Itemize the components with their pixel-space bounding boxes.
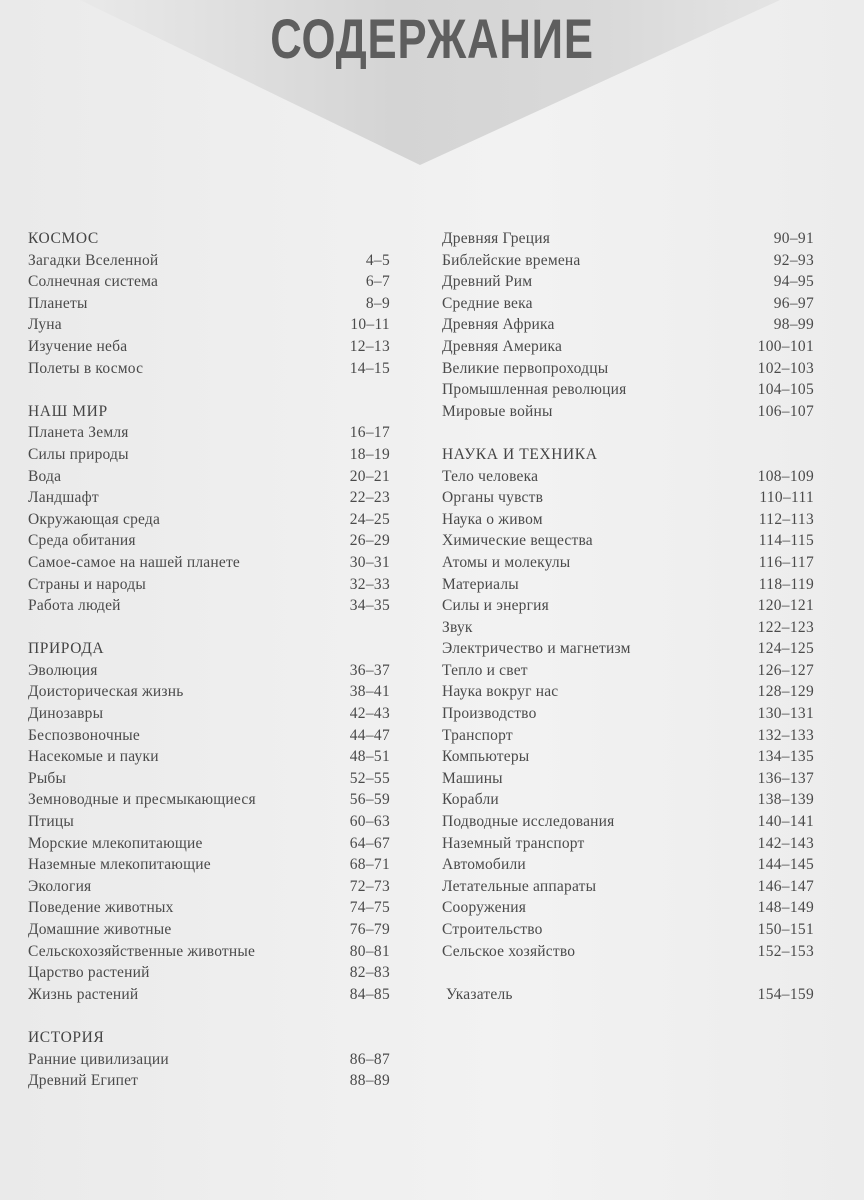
toc-entry bbox=[442, 811, 814, 833]
toc-entry-title: Солнечная система bbox=[28, 273, 159, 291]
toc-entry-title: Звук bbox=[442, 618, 473, 636]
toc-entry bbox=[442, 854, 814, 876]
toc-entry bbox=[28, 552, 390, 574]
toc-entry-title: Древний Рим bbox=[442, 273, 533, 291]
toc-entry-pages: 72–73 bbox=[349, 877, 390, 895]
toc-entry bbox=[28, 919, 390, 941]
toc-entry-pages: 14–15 bbox=[349, 359, 390, 377]
toc-entry-title: Ландшафт bbox=[28, 489, 99, 507]
toc-entry bbox=[28, 725, 390, 747]
toc-entry bbox=[442, 530, 814, 552]
toc-entry bbox=[28, 293, 390, 315]
toc-entry-pages: 144–145 bbox=[757, 856, 814, 874]
toc-entry-pages: 142–143 bbox=[757, 834, 814, 852]
toc-entry bbox=[442, 703, 814, 725]
toc-entry-pages: 24–25 bbox=[349, 510, 390, 528]
toc-entry-title: Изучение неба bbox=[28, 337, 128, 355]
section-spacer bbox=[442, 422, 814, 444]
toc-entry-title: Средние века bbox=[442, 294, 533, 312]
toc-entry-title: Силы и энергия bbox=[442, 597, 549, 615]
toc-entry-title: Библейские времена bbox=[442, 251, 581, 269]
toc-entry-pages: 152–153 bbox=[757, 942, 814, 960]
toc-entry bbox=[442, 725, 814, 747]
toc-entry-title: Летательные аппараты bbox=[442, 877, 597, 895]
toc-entry bbox=[28, 962, 390, 984]
toc-entry bbox=[28, 358, 390, 380]
toc-entry-title: Царство растений bbox=[28, 964, 150, 982]
toc-entry-pages: 150–151 bbox=[757, 921, 814, 938]
section-spacer bbox=[28, 617, 390, 639]
toc-entry-pages: 64–67 bbox=[349, 834, 390, 852]
toc-entry-title: Сооружения bbox=[442, 899, 527, 917]
toc-entry bbox=[442, 293, 814, 315]
toc-entry-title: Экология bbox=[28, 877, 92, 895]
toc-entry-pages: 124–125 bbox=[757, 640, 814, 658]
toc-entry-title: Динозавры bbox=[28, 705, 104, 723]
toc-entry-title: Птицы bbox=[28, 813, 74, 831]
toc-entry-pages: 42–43 bbox=[349, 705, 390, 723]
toc-entry bbox=[442, 574, 814, 596]
toc-entry bbox=[28, 314, 390, 336]
toc-entry bbox=[28, 660, 390, 682]
section-heading: КОСМОС bbox=[28, 230, 99, 247]
toc-entry-title: Наземный транспорт bbox=[442, 834, 585, 852]
toc-entry-pages: 74–75 bbox=[349, 899, 390, 917]
toc-entry-title: Наука о живом bbox=[442, 510, 543, 528]
toc-entry bbox=[442, 660, 814, 682]
toc-entry-pages: 102–103 bbox=[757, 359, 814, 377]
page-title: СОДЕРЖАНИЕ bbox=[270, 7, 594, 70]
toc-entry-pages: 120–121 bbox=[757, 597, 814, 615]
toc-entry bbox=[442, 789, 814, 811]
toc-entry bbox=[28, 854, 390, 876]
toc-entry-title: Луна bbox=[28, 316, 62, 334]
section-heading: НАШ МИР bbox=[28, 402, 108, 420]
toc-entry bbox=[442, 466, 814, 488]
toc-entry-pages: 18–19 bbox=[349, 445, 390, 463]
toc-entry-title: Эволюция bbox=[28, 661, 98, 679]
toc-entry-title: Промышленная революция bbox=[442, 381, 627, 399]
toc-entry-title: Древняя Африка bbox=[442, 316, 555, 334]
section-spacer bbox=[28, 379, 390, 401]
toc-entry bbox=[28, 487, 390, 509]
toc-entry bbox=[442, 552, 814, 574]
toc-entry-pages: 112–113 bbox=[758, 510, 814, 528]
toc-entry bbox=[28, 768, 390, 790]
toc-right-column bbox=[442, 228, 814, 1005]
toc-entry-title: Силы природы bbox=[28, 445, 129, 463]
toc-entry-title: Планета Земля bbox=[28, 424, 129, 442]
toc-entry bbox=[28, 703, 390, 725]
toc-entry bbox=[442, 336, 814, 358]
toc-entry-pages: 128–129 bbox=[757, 683, 814, 701]
toc-entry-title: Работа людей bbox=[28, 597, 121, 615]
toc-entry-pages: 34–35 bbox=[349, 597, 390, 615]
toc-left-column bbox=[28, 228, 390, 1092]
toc-entry-pages: 6–7 bbox=[365, 273, 390, 291]
toc-entry-pages: 104–105 bbox=[757, 381, 814, 399]
toc-entry-title: Наука вокруг нас bbox=[442, 683, 559, 701]
toc-index-pages: 154–159 bbox=[757, 985, 814, 1003]
toc-entry-pages: 32–33 bbox=[349, 575, 390, 593]
toc-entry-pages: 84–85 bbox=[349, 985, 390, 1003]
toc-entry-title: Поведение животных bbox=[28, 899, 174, 917]
toc-entry-pages: 88–89 bbox=[349, 1072, 390, 1090]
toc-entry bbox=[28, 509, 390, 531]
toc-entry-pages: 90–91 bbox=[773, 230, 814, 247]
toc-entry bbox=[28, 1049, 390, 1071]
toc-entry-pages: 92–93 bbox=[773, 251, 814, 269]
toc-entry-pages: 82–83 bbox=[349, 964, 390, 982]
toc-entry-pages: 116–117 bbox=[758, 553, 814, 571]
toc-entry bbox=[442, 638, 814, 660]
toc-entry-title: Химические вещества bbox=[442, 532, 593, 550]
toc-entry bbox=[442, 941, 814, 963]
toc-entry bbox=[442, 595, 814, 617]
toc-entry-pages: 94–95 bbox=[773, 273, 814, 291]
section-spacer bbox=[28, 1005, 390, 1027]
toc-entry-title: Доисторическая жизнь bbox=[28, 683, 184, 701]
toc-entry bbox=[442, 897, 814, 919]
toc-entry bbox=[442, 509, 814, 531]
toc-entry-title: Окружающая среда bbox=[28, 510, 161, 528]
toc-entry bbox=[28, 250, 390, 272]
section-heading: ПРИРОДА bbox=[28, 640, 105, 658]
toc-entry-title: Загадки Вселенной bbox=[28, 251, 159, 269]
toc-entry bbox=[28, 336, 390, 358]
toc-entry bbox=[28, 574, 390, 596]
toc-entry-title: Тепло и свет bbox=[442, 661, 528, 679]
toc-entry-title: Сельскохозяйственные животные bbox=[28, 942, 256, 960]
toc-entry bbox=[28, 811, 390, 833]
toc-entry-pages: 148–149 bbox=[757, 899, 814, 917]
toc-entry-pages: 146–147 bbox=[757, 877, 814, 895]
toc-entry-title: Жизнь растений bbox=[28, 985, 139, 1003]
toc-entry-pages: 52–55 bbox=[349, 769, 390, 787]
toc-entry-title: Ранние цивилизации bbox=[28, 1050, 169, 1068]
toc-entry-pages: 10–11 bbox=[350, 316, 390, 334]
toc-entry-pages: 138–139 bbox=[757, 791, 814, 809]
toc-entry bbox=[28, 984, 390, 1006]
toc-entry bbox=[28, 1070, 390, 1092]
toc-entry bbox=[442, 919, 814, 941]
toc-entry bbox=[442, 228, 814, 250]
toc-entry-title: Земноводные и пресмыкающиеся bbox=[28, 791, 256, 809]
toc-entry bbox=[442, 379, 814, 401]
toc-entry-title: Великие первопроходцы bbox=[442, 359, 609, 377]
toc-entry bbox=[442, 314, 814, 336]
toc-entry-title: Тело человека bbox=[442, 467, 539, 485]
toc-entry-title: Органы чувств bbox=[442, 489, 544, 507]
toc-entry bbox=[442, 768, 814, 790]
toc-entry bbox=[28, 833, 390, 855]
toc-entry-title: Планеты bbox=[28, 294, 88, 312]
toc-entry bbox=[28, 897, 390, 919]
toc-entry-title: Электричество и магнетизм bbox=[442, 640, 631, 658]
toc-entry bbox=[28, 746, 390, 768]
toc-entry-pages: 108–109 bbox=[757, 467, 814, 485]
toc-entry-pages: 76–79 bbox=[349, 921, 390, 938]
toc-entry-pages: 44–47 bbox=[349, 726, 390, 744]
toc-entry bbox=[442, 833, 814, 855]
toc-entry-pages: 134–135 bbox=[757, 748, 814, 766]
toc-entry-title: Полеты в космос bbox=[28, 359, 144, 377]
toc-entry-pages: 68–71 bbox=[349, 856, 390, 874]
toc-entry bbox=[442, 401, 814, 423]
toc-entry-title: Производство bbox=[442, 705, 537, 723]
toc-entry-pages: 132–133 bbox=[757, 726, 814, 744]
toc-entry-title: Древняя Греция bbox=[442, 230, 551, 247]
toc-entry-pages: 118–119 bbox=[758, 575, 814, 593]
toc-entry bbox=[28, 789, 390, 811]
toc-entry-title: Наземные млекопитающие bbox=[28, 856, 211, 874]
toc-entry-title: Автомобили bbox=[442, 856, 526, 874]
toc-entry-title: Древняя Америка bbox=[442, 337, 563, 355]
toc-entry-title: Древний Египет bbox=[28, 1072, 139, 1090]
toc-entry-pages: 98–99 bbox=[773, 316, 814, 334]
toc-entry-pages: 122–123 bbox=[757, 618, 814, 636]
section-heading: ИСТОРИЯ bbox=[28, 1028, 105, 1046]
toc-entry-pages: 114–115 bbox=[758, 532, 814, 550]
toc-entry-pages: 60–63 bbox=[349, 813, 390, 831]
toc-entry-title: Самое-самое на нашей планете bbox=[28, 553, 241, 571]
toc-entry-title: Среда обитания bbox=[28, 532, 136, 550]
toc-entry-title: Корабли bbox=[442, 791, 499, 809]
toc-entry bbox=[442, 681, 814, 703]
toc-entry-pages: 26–29 bbox=[349, 532, 390, 550]
toc-entry-pages: 100–101 bbox=[757, 337, 814, 355]
toc-entry bbox=[442, 358, 814, 380]
toc-entry-title: Мировые войны bbox=[442, 402, 553, 420]
toc-entry-pages: 56–59 bbox=[349, 791, 390, 809]
toc-entry-pages: 20–21 bbox=[349, 467, 390, 485]
toc-entry-pages: 140–141 bbox=[757, 813, 814, 831]
toc-entry-title: Страны и народы bbox=[28, 575, 147, 593]
toc-index-title: Указатель bbox=[446, 985, 513, 1003]
toc-entry bbox=[28, 444, 390, 466]
toc-entry bbox=[442, 250, 814, 272]
toc-entry-title: Сельское хозяйство bbox=[442, 942, 576, 960]
toc-entry-title: Насекомые и пауки bbox=[28, 748, 159, 766]
toc-entry-pages: 48–51 bbox=[349, 748, 390, 766]
toc-entry bbox=[28, 530, 390, 552]
toc-entry-title: Машины bbox=[442, 769, 503, 787]
toc-entry-pages: 16–17 bbox=[349, 424, 390, 442]
toc-entry-title: Строительство bbox=[442, 921, 543, 938]
toc-entry-pages: 30–31 bbox=[349, 553, 390, 571]
toc-entry-pages: 96–97 bbox=[773, 294, 814, 312]
toc-index-entry bbox=[442, 984, 814, 1006]
toc-entry-pages: 86–87 bbox=[349, 1050, 390, 1068]
toc-entry bbox=[28, 422, 390, 444]
toc-entry bbox=[442, 746, 814, 768]
toc-entry bbox=[28, 681, 390, 703]
toc-entry-pages: 38–41 bbox=[349, 683, 390, 701]
toc-entry-title: Подводные исследования bbox=[442, 813, 615, 831]
toc-entry bbox=[28, 876, 390, 898]
toc-entry-title: Транспорт bbox=[442, 726, 513, 744]
toc-entry bbox=[442, 617, 814, 639]
toc-entry-pages: 130–131 bbox=[757, 705, 814, 723]
toc-entry bbox=[442, 271, 814, 293]
toc-entry-title: Домашние животные bbox=[28, 921, 172, 938]
toc-entry-pages: 106–107 bbox=[757, 402, 814, 420]
toc-entry bbox=[28, 595, 390, 617]
toc-entry-pages: 136–137 bbox=[757, 769, 814, 787]
toc-entry-pages: 12–13 bbox=[349, 337, 390, 355]
toc-entry bbox=[28, 466, 390, 488]
toc-entry-title: Вода bbox=[28, 467, 62, 485]
section-heading: НАУКА И ТЕХНИКА bbox=[442, 445, 598, 463]
toc-entry-pages: 126–127 bbox=[757, 661, 814, 679]
toc-entry-title: Морские млекопитающие bbox=[28, 834, 203, 852]
toc-entry bbox=[28, 941, 390, 963]
toc-entry-pages: 8–9 bbox=[365, 294, 390, 312]
toc-entry-pages: 36–37 bbox=[349, 661, 390, 679]
toc-entry-pages: 80–81 bbox=[349, 942, 390, 960]
toc-entry bbox=[28, 271, 390, 293]
toc-entry bbox=[442, 487, 814, 509]
toc-entry-title: Беспозвоночные bbox=[28, 726, 141, 744]
toc-entry-pages: 22–23 bbox=[349, 489, 390, 507]
toc-entry bbox=[442, 876, 814, 898]
toc-entry-title: Рыбы bbox=[28, 769, 67, 787]
toc-entry-title: Компьютеры bbox=[442, 748, 530, 766]
toc-entry-pages: 110–111 bbox=[759, 489, 814, 507]
toc-entry-pages: 4–5 bbox=[365, 251, 390, 269]
toc-entry-title: Материалы bbox=[442, 575, 519, 593]
toc-entry-title: Атомы и молекулы bbox=[442, 553, 571, 571]
